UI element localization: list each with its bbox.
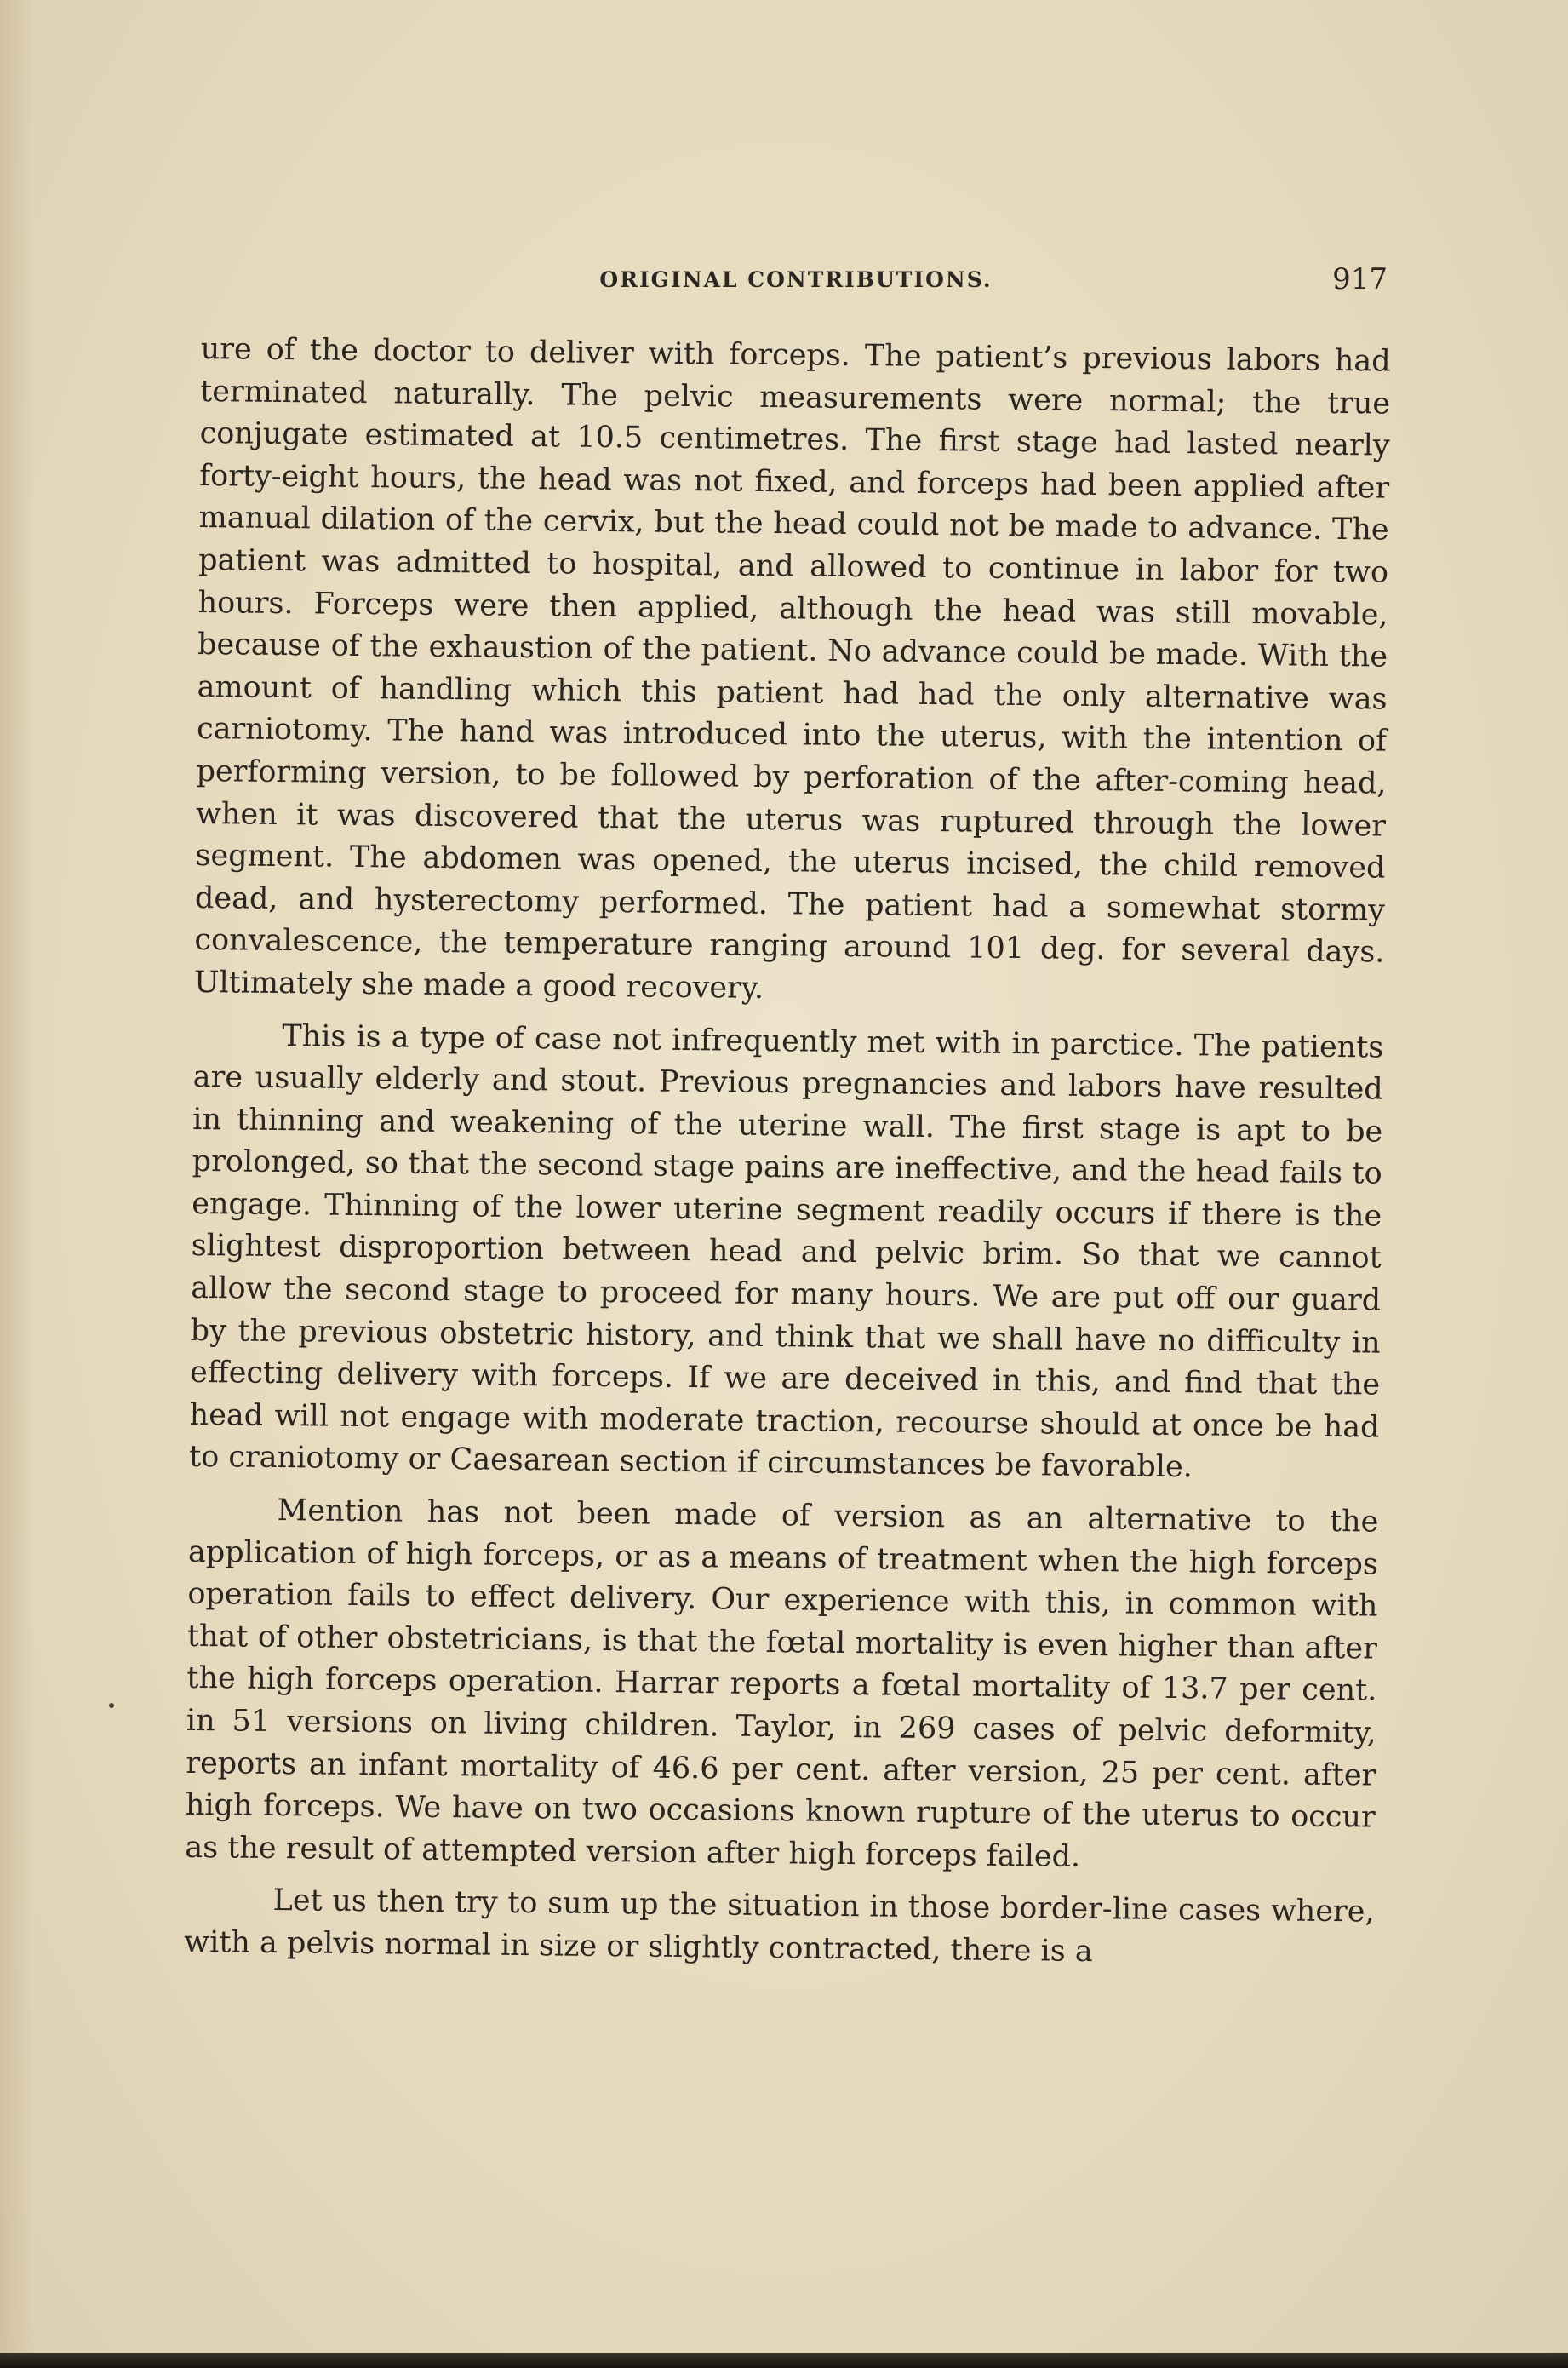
- paragraph-1: ure of the doctor to deliver with forceps. The patient’s previous labors had terminated naturally. The pelvic measurements were normal; the true conjugate estimated at 10.5 centimetres. The first stage had lasted nearly forty-eight hours, the head was not fixed, and forceps had been applied after manual dilation of the cervix, but the head could not be made to advance. The patient was admitted to hospital, and allowed to continue in labor for two hours. Forceps were then applied, although the head was still movable, because of the exhaustion of the patient. No advance could be made. With the amount of handling which this patient had had the only alternative was carniotomy. The hand was introduced into the uterus, with the intention of performing version, to be followed by perforation of the after-coming head, when it was discovered that the uterus was ruptured through the lower segment. The abdomen was opened, the uterus incised, the child removed dead, and hysterectomy performed. The patient had a somewhat stormy convalescence, the temperature ranging around 101 deg. for several days. Ultimately she made a good recovery.: [193, 331, 1391, 1006]
- running-head: ORIGINAL CONTRIBUTIONS.: [599, 267, 993, 292]
- margin-speck: [109, 1703, 114, 1708]
- page-number: 917: [1332, 262, 1388, 296]
- paragraph-3: Mention has not been made of version as an alternative to the application of high forceps, or as a means of treatment when the high forceps operation fails to effect delivery. Our experience with this, in common with that of other obstetricians, is that the fœtal mortality is even higher than after the high forceps operation. Harrar reports a fœtal mortality of 13.7 per cent. in 51 versions on living children. Taylor, in 269 cases of pelvic deformity, reports an infant mortality of 46.6 per cent. after version, 25 per cent. after high forceps. We have on two occasions known rupture of the uterus to occur as the result of attempted version after high forceps failed.: [185, 1494, 1379, 1874]
- page-header: [204, 262, 1388, 300]
- body-text: [184, 329, 1391, 1987]
- page-bottom-edge: [0, 2353, 1568, 2368]
- paragraph-4: Let us then try to sum up the situation in those border-line cases where, with a pelvis normal in size or slightly contracted, there is a: [183, 1884, 1375, 1970]
- paragraph-2: This is a type of case not infrequently met with in parctice. The patients are usually elderly and stout. Previous pregnancies and labors have resulted in thinning and weakening of the uterine wall. The first stage is apt to be prolonged, so that the second stage pains are ineffective, and the head fails to engage. Thinning of the lower uterine segment readily occurs if there is the slightest disproportion between head and pelvic brim. So that we cannot allow the second stage to proceed for many hours. We are put off our guard by the previous obstetric history, and think that we shall have no difficulty in effecting delivery with forceps. If we are deceived in this, and find that the head will not engage with moderate traction, recourse should at once be had to craniotomy or Caesarean section if circumstances be favorable.: [188, 1018, 1384, 1485]
- gutter-shadow: [0, 0, 34, 2368]
